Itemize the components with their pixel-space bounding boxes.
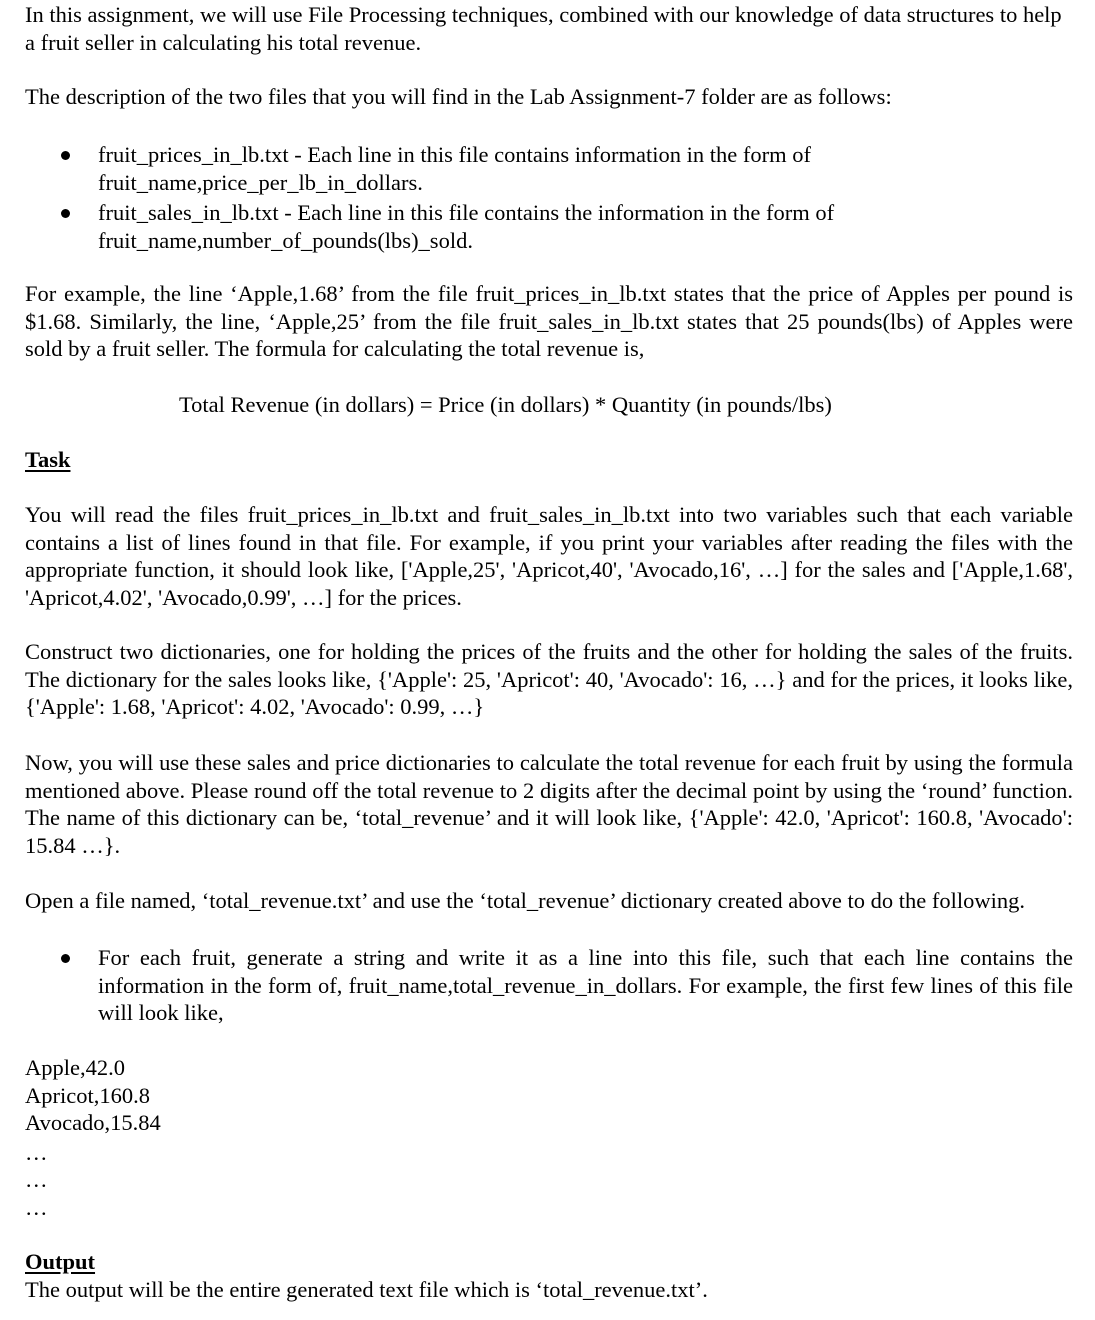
sample-line-apple: Apple,42.0 — [25, 1055, 125, 1080]
sample-line-apricot: Apricot,160.8 — [25, 1082, 150, 1108]
sample-output-lines — [25, 1054, 1073, 1221]
bullet-dot-icon — [61, 209, 70, 218]
formula-line: Total Revenue (in dollars) = Price (in dollars) * Quantity (in pounds/lbs) — [179, 392, 832, 417]
sample-line-avocado: Avocado,15.84 — [25, 1110, 161, 1135]
task-heading-section — [25, 446, 1073, 474]
task-paragraph-2-section — [25, 638, 1073, 721]
task-bullet-item — [25, 944, 1073, 1027]
ellipsis-line: … — [25, 1139, 48, 1165]
output-paragraph: The output will be the entire generated text file which is ‘total_revenue.txt’. — [25, 1276, 708, 1302]
files-description-paragraph: The description of the two files that you will find in the Lab Assignment-7 folder are as follows: — [25, 84, 892, 109]
file-bullet-sales — [25, 199, 1073, 254]
task-paragraph-2: Construct two dictionaries, one for holding the prices of the fruits and the other for holding the sales of the fruits. The dictionary for the sales looks like, {'Apple': 25, 'Apricot': 40, 'Avocado': 16, …} and for the prices, it looks like, {'Apple': 1.68, 'Apricot': 4.02, 'Avocado': 0.99, …} — [25, 639, 1073, 719]
example-section — [25, 280, 1073, 363]
file-bullet-prices-line2: fruit_name,price_per_lb_in_dollars. — [98, 169, 423, 195]
ellipsis-line: … — [25, 1194, 48, 1220]
task-paragraph-3: Now, you will use these sales and price dictionaries to calculate the total revenue for each fruit by using the formula mentioned above. Please round off the total revenue to 2 digits after the decimal point by using the ‘round’ function. The name of this dictionary can be, ‘total_revenue’ and it will look like, {'Apple': 42.0, 'Apricot': 160.8, 'Avocado': 15.84 …}. — [25, 750, 1073, 858]
file-bullet-list — [25, 141, 1073, 254]
output-section — [25, 1248, 1073, 1303]
intro-paragraph: In this assignment, we will use File Processing techniques, combined with our knowledge of data structures to help a fruit seller in calculating his total revenue. — [25, 2, 1062, 55]
task-heading: Task — [25, 447, 71, 472]
file-bullet-prices — [25, 141, 1073, 196]
files-description-section — [25, 83, 1073, 111]
intro-section — [25, 1, 1073, 56]
example-paragraph: For example, the line ‘Apple,1.68’ from the file fruit_prices_in_lb.txt states that the price of Apples per pound is $1.68. Similarly, the line, ‘Apple,25’ from the file fruit_sales_in_lb.txt states that 25 pounds(lbs) of Apples were sold by a fruit seller. The formula for calculating the total revenue is, — [25, 281, 1073, 361]
task-paragraph-4-section — [25, 887, 1073, 915]
task-paragraph-4: Open a file named, ‘total_revenue.txt’ and use the ‘total_revenue’ dictionary created above to do the following. — [25, 888, 1026, 913]
file-bullet-prices-line1: fruit_prices_in_lb.txt - Each line in this file contains information in the form of — [98, 142, 811, 167]
task-bullet-list — [25, 944, 1073, 1027]
bullet-dot-icon — [61, 151, 70, 160]
task-bullet-text: For each fruit, generate a string and write it as a line into this file, such that each line contains the information in the form of, fruit_name,total_revenue_in_dollars. For example, the first few lines of this file will look like, — [98, 945, 1073, 1025]
ellipsis-line: … — [25, 1167, 48, 1192]
task-paragraph-3-section — [25, 749, 1073, 859]
file-bullet-sales-line2: fruit_name,number_of_pounds(lbs)_sold. — [98, 227, 473, 253]
task-paragraph-1-section — [25, 501, 1073, 611]
task-paragraph-1: You will read the files fruit_prices_in_lb.txt and fruit_sales_in_lb.txt into two variables such that each variable contains a list of lines found in that file. For example, if you print your variables after reading the files with the appropriate function, it should look like, ['Apple,25', 'Apricot,40', 'Avocado,16', …] for the sales and ['Apple,1.68', 'Apricot,4.02', 'Avocado,0.99', …] for the prices. — [25, 502, 1073, 610]
output-heading: Output — [25, 1249, 96, 1274]
bullet-dot-icon — [61, 954, 70, 963]
file-bullet-sales-line1: fruit_sales_in_lb.txt - Each line in this file contains the information in the form of — [98, 200, 835, 225]
